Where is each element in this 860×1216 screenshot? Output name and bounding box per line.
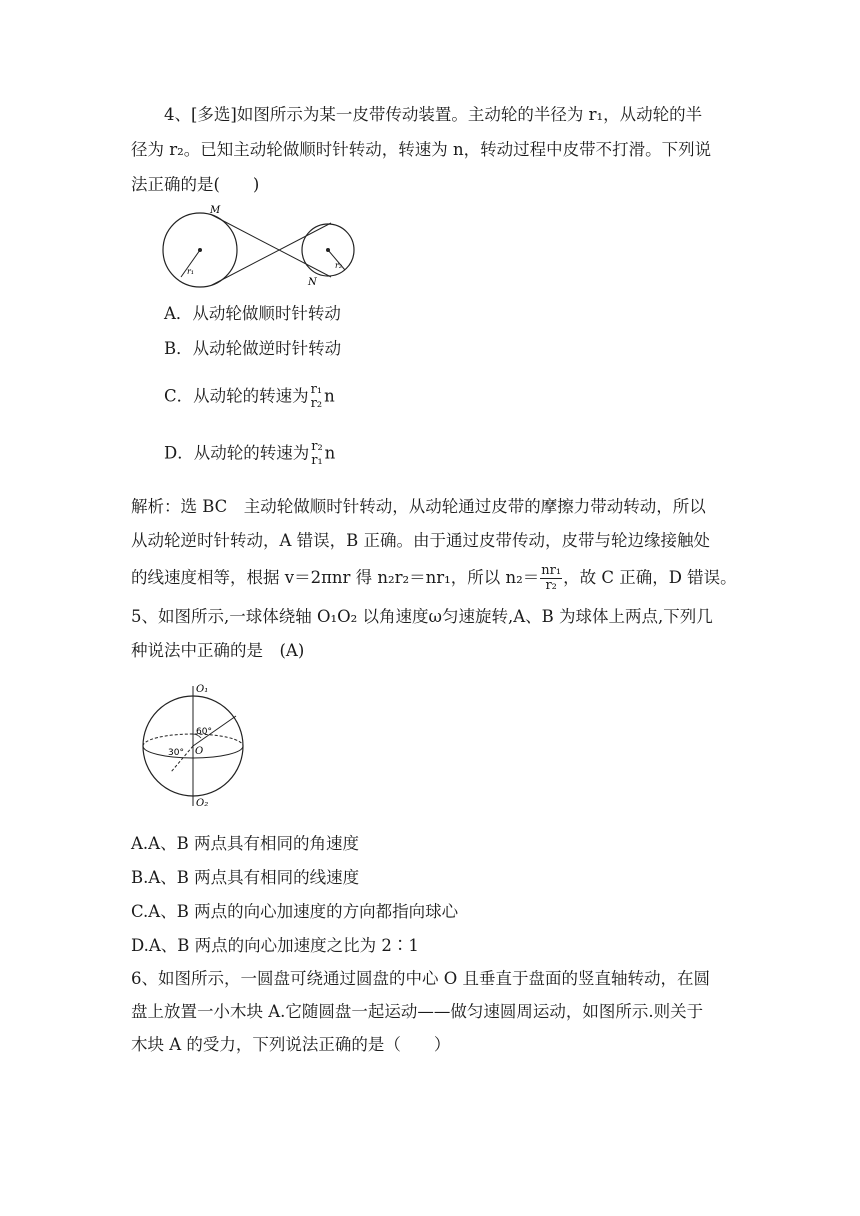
q4-option-c-fraction: r₁ r₂ [310,382,323,411]
q4-line-2: 径为 r₂。已知主动轮做顺时针转动，转速为 n，转动过程中皮带不打滑。下列说 [131,140,712,159]
q4-option-c-text: C．从动轮的转速为 [164,386,309,406]
label-60: 60° [196,727,212,737]
label-o: O [195,746,204,757]
label-r2: r₂ [335,261,343,270]
q4-option-d-fraction: r₂ r₁ [311,439,323,468]
label-o1: O₁ [196,684,209,695]
analysis-fraction: $\frac{\text{nr₁}}{\text{r₂}}$ [541,563,562,593]
q5-line-2: 种说法中正确的是 (A) [131,641,305,660]
q4-analysis-line-2: 从动轮逆时针转动，A 错误，B 正确。由于通过皮带传动，皮带与轮边缘接触处 [131,531,711,550]
label-o2: O₂ [196,798,209,809]
q4-option-d-text: D．从动轮的转速为 [164,443,310,463]
q6-line-2: 盘上放置一小木块 A.它随圆盘一起运动——做匀速圆周运动，如图所示.则关于 [131,1002,704,1021]
q5-option-a: A.A、B 两点具有相同的角速度 [131,834,359,853]
sphere-figure [138,680,250,810]
q4-option-b: B．从动轮做逆时针转动 [164,339,342,358]
q6-line-3: 木块 A 的受力，下列说法正确的是（ ） [131,1035,451,1054]
q4-analysis-line-1: 解析：选 BC 主动轮做顺时针转动，从动轮通过皮带的摩擦力带动转动，所以 [131,497,706,516]
belt-drive-figure [160,204,360,290]
belt-lower [212,223,331,285]
label-n: N [308,277,317,288]
q4-option-a: A．从动轮做顺时针转动 [164,304,341,323]
q4-line-1: 4、[多选]如图所示为某一皮带传动装置。主动轮的半径为 r₁，从动轮的半 [164,105,703,124]
belt-upper [212,215,331,277]
q5-option-c: C.A、B 两点的向心加速度的方向都指向球心 [131,902,459,921]
label-30: 30° [168,748,184,758]
label-m: M [210,205,221,216]
q4-option-d: D．从动轮的转速为 r₂ r₁ n [164,439,336,468]
q5-option-b: B.A、B 两点具有相同的线速度 [131,868,360,887]
q4-analysis-line-3: 的线速度相等，根据 v＝2πnr 得 n₂r₂＝nr₁，所以 n₂＝ $\frac{\text{nr₁}}{\text{r₂}}$ ，故 C 正确，D 错误。 [131,563,737,593]
q4-option-c: C．从动轮的转速为 r₁ r₂ n [164,382,335,411]
q4-line-3: 法正确的是( ) [131,175,260,194]
q6-line-1: 6、如图所示，一圆盘可绕通过圆盘的中心 O 且垂直于盘面的竖直轴转动，在圆 [131,969,711,988]
label-r1: r₁ [187,267,195,276]
q5-line-1: 5、如图所示,一球体绕轴 O₁O₂ 以角速度ω匀速旋转,A、B 为球体上两点,下列几 [131,607,713,626]
q5-option-d: D.A、B 两点的向心加速度之比为 2∶1 [131,936,419,955]
